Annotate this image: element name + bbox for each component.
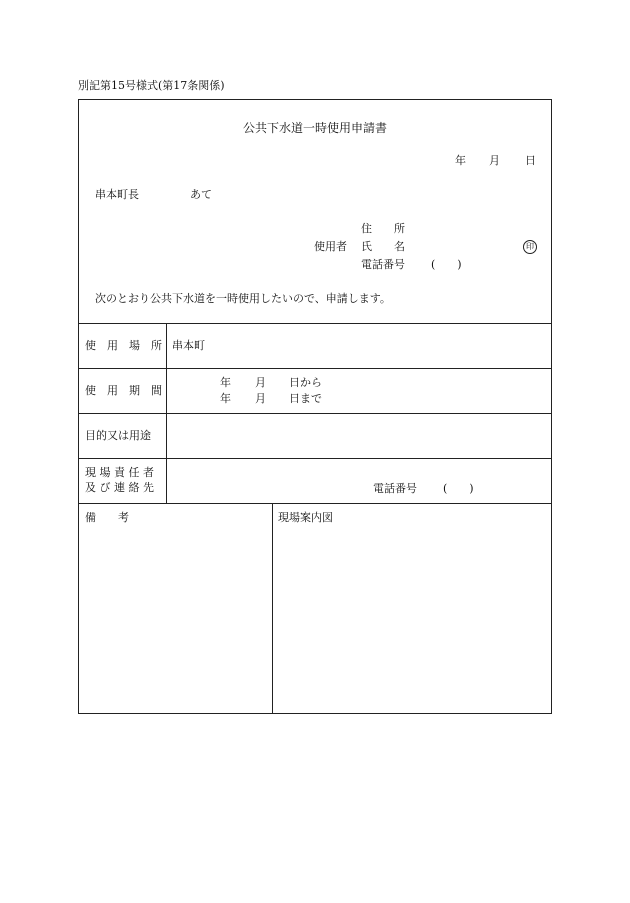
addressee-suffix: あて [190,188,212,201]
addressee-name: 串本町長 [95,188,139,201]
date-day-label: 日 [525,154,536,167]
divider [79,323,551,324]
period-from-month: 月 [255,376,266,389]
contact-label-line1: 現 場 責 任 者 [85,466,154,479]
contact-label-line2: 及 び 連 絡 先 [85,481,154,494]
date-year-label: 年 [455,154,466,167]
period-from-day: 日から [289,376,322,389]
date-month-label: 月 [489,154,500,167]
contact-phone-label: 電話番号 [373,482,417,495]
contact-phone-paren: ( ) [443,482,474,495]
phone-label: 電話番号 [361,258,405,271]
divider [79,413,551,414]
statement-text: 次のとおり公共下水道を一時使用したいので、申請します。 [95,292,391,305]
label-column-divider [166,323,167,503]
application-form [78,99,552,714]
period-from-year: 年 [220,376,231,389]
divider [79,458,551,459]
form-reference: 別記第15号様式(第17条関係) [78,79,225,92]
place-label: 使 用 場 所 [85,339,162,352]
bottom-column-divider [272,503,273,713]
place-value: 串本町 [172,339,205,352]
seal-mark: 印 [523,240,537,254]
period-to-day: 日まで [289,392,322,405]
period-to-year: 年 [220,392,231,405]
remarks-label: 備 考 [85,511,129,524]
site-map-label: 現場案内図 [278,511,333,524]
name-label: 氏 名 [361,240,405,253]
divider [79,503,551,504]
purpose-label: 目的又は用途 [85,429,151,442]
applicant-role: 使用者 [314,240,347,253]
divider [79,368,551,369]
form-title: 公共下水道一時使用申請書 [242,121,387,135]
period-label: 使 用 期 間 [85,384,162,397]
period-to-month: 月 [255,392,266,405]
address-label: 住 所 [361,222,405,235]
phone-paren: ( ) [431,258,462,271]
